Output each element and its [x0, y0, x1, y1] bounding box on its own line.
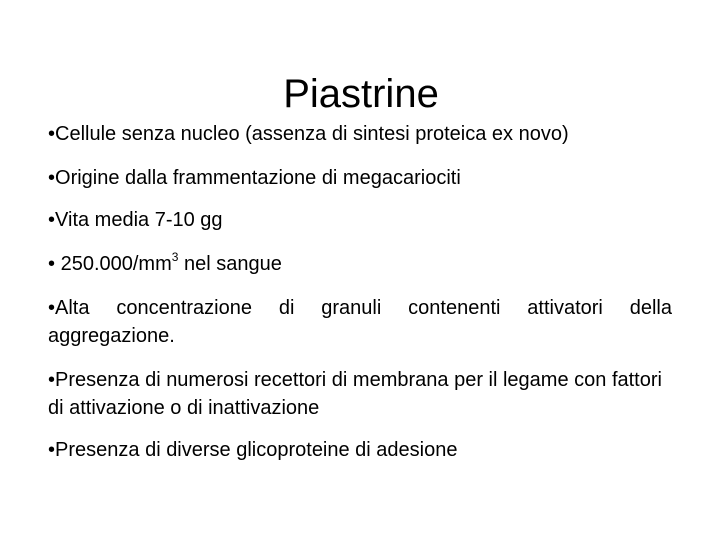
- bullet-text: Cellule senza nucleo (assenza di sintesi proteica ex novo): [55, 123, 569, 145]
- bullet-item: [48, 366, 672, 422]
- bullet-item: [48, 436, 672, 464]
- bullet-mark: •: [48, 439, 56, 461]
- bullet-mark: •: [48, 123, 56, 145]
- bullet-item: [48, 250, 672, 278]
- bullet-mark: •: [48, 167, 56, 189]
- bullet-text-suffix: nel sangue: [178, 253, 282, 275]
- bullet-item: [48, 120, 672, 148]
- bullet-text: Origine dalla frammentazione di megacariociti: [55, 167, 461, 189]
- superscript-exponent: 3: [171, 250, 179, 264]
- bullet-mark: •: [48, 253, 56, 275]
- bullet-text-prefix: 250.000/mm: [55, 253, 172, 275]
- bullet-item: [48, 294, 672, 350]
- bullet-mark: •: [48, 369, 56, 391]
- slide-title: Piastrine: [283, 72, 439, 116]
- bullet-text: Alta concentrazione di granuli contenenti attivatori della aggregazione.: [48, 297, 672, 347]
- bullet-mark: •: [48, 209, 56, 231]
- bullet-text: Vita media 7-10 gg: [55, 209, 223, 231]
- bullet-text: Presenza di diverse glicoproteine di adesione: [55, 439, 458, 461]
- bullet-mark: •: [48, 297, 56, 319]
- bullet-item: [48, 164, 672, 192]
- bullet-text: Presenza di numerosi recettori di membrana per il legame con fattori di attivazione o di inattivazione: [48, 369, 662, 419]
- bullet-item: [48, 206, 672, 234]
